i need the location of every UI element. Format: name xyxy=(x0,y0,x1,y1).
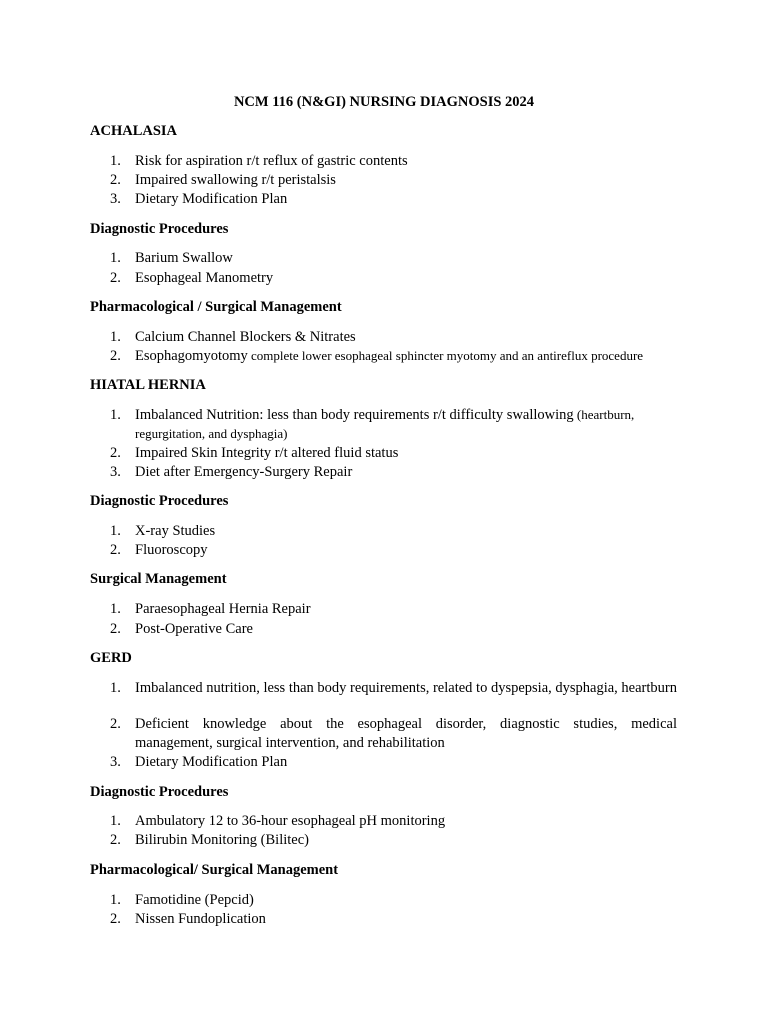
list-item-text: Impaired Skin Integrity r/t altered fluid status xyxy=(135,445,399,461)
list-item xyxy=(110,347,690,366)
list-item-text: Bilirubin Monitoring (Bilitec) xyxy=(135,832,309,848)
list-number: 2. xyxy=(110,172,121,188)
list-item xyxy=(110,600,677,619)
list-item-text: Nissen Fundoplication xyxy=(135,911,266,927)
section-heading: Surgical Management xyxy=(90,571,227,587)
list-item-text: Dietary Modification Plan xyxy=(135,191,288,207)
list-item-text: Barium Swallow xyxy=(135,250,233,266)
list-item xyxy=(110,831,677,850)
list-number: 1. xyxy=(110,407,121,423)
list-item xyxy=(110,812,677,831)
list-number: 3. xyxy=(110,191,121,207)
list-item xyxy=(110,715,677,752)
list-item-text xyxy=(135,347,690,366)
document-title: NCM 116 (N&GI) NURSING DIAGNOSIS 2024 xyxy=(233,94,535,110)
list-number: 1. xyxy=(110,250,121,266)
list-item-main-text: Imbalanced Nutrition: less than body requirements r/t difficulty swallowing xyxy=(135,407,574,423)
list-number: 2. xyxy=(110,445,121,461)
list-item-detail-text: (heartburn, regurgitation, and dysphagia) xyxy=(135,407,635,441)
list-number: 2. xyxy=(110,348,121,364)
list-number: 1. xyxy=(110,680,121,696)
list-item-text: Fluoroscopy xyxy=(135,542,208,558)
list-number: 2. xyxy=(110,542,121,558)
list-item-text: Diet after Emergency-Surgery Repair xyxy=(135,464,353,480)
list-item-main-text: Esophagomyotomy xyxy=(135,348,248,364)
list-item-text: Risk for aspiration r/t reflux of gastric contents xyxy=(135,153,408,169)
list-item xyxy=(110,171,677,190)
list-item xyxy=(110,269,677,288)
list-number: 2. xyxy=(110,270,121,286)
list-number: 2. xyxy=(110,716,121,732)
list-item xyxy=(110,522,677,541)
list-item-text: Paraesophageal Hernia Repair xyxy=(135,601,311,617)
list-number: 3. xyxy=(110,464,121,480)
list-item xyxy=(110,190,677,209)
list-number: 2. xyxy=(110,621,121,637)
gerd-heading: GERD xyxy=(90,650,132,666)
list-number: 2. xyxy=(110,911,121,927)
list-item-text xyxy=(135,406,677,443)
list-item-text: Famotidine (Pepcid) xyxy=(135,892,254,908)
list-item-text: Imbalanced nutrition, less than body requirements, related to dyspepsia, dysphagia, heartburn xyxy=(135,680,677,696)
list-number: 1. xyxy=(110,153,121,169)
section-heading: Diagnostic Procedures xyxy=(90,784,229,800)
list-item-text: Dietary Modification Plan xyxy=(135,754,288,770)
achalasia-heading: ACHALASIA xyxy=(90,123,178,139)
list-number: 1. xyxy=(110,523,121,539)
list-item xyxy=(110,541,677,560)
list-number: 2. xyxy=(110,832,121,848)
list-item xyxy=(110,152,677,171)
list-item xyxy=(110,679,677,698)
list-item xyxy=(110,910,677,929)
section-heading: Diagnostic Procedures xyxy=(90,493,229,509)
list-item xyxy=(110,406,677,443)
list-item xyxy=(110,249,677,268)
list-item-text: Impaired swallowing r/t peristalsis xyxy=(135,172,336,188)
list-item xyxy=(110,891,677,910)
list-item xyxy=(110,463,677,482)
list-item-text: Post-Operative Care xyxy=(135,621,253,637)
list-item xyxy=(110,753,677,772)
list-item-text: X-ray Studies xyxy=(135,523,216,539)
list-item-text: Ambulatory 12 to 36-hour esophageal pH monitoring xyxy=(135,813,446,829)
list-number: 3. xyxy=(110,754,121,770)
list-item-text: Esophageal Manometry xyxy=(135,270,274,286)
section-heading: Diagnostic Procedures xyxy=(90,221,229,237)
list-item-text: Calcium Channel Blockers & Nitrates xyxy=(135,329,356,345)
list-item-text: Deficient knowledge about the esophageal disorder, diagnostic studies, medical management, surgical intervention, and rehabilitation xyxy=(135,716,677,751)
list-item-detail-text: complete lower esophageal sphincter myotomy and an antireflux procedure xyxy=(247,348,644,363)
hiatal-hernia-heading: HIATAL HERNIA xyxy=(90,377,206,393)
list-item xyxy=(110,444,677,463)
list-item xyxy=(110,620,677,639)
section-heading: Pharmacological/ Surgical Management xyxy=(90,862,339,878)
list-number: 1. xyxy=(110,813,121,829)
list-number: 1. xyxy=(110,601,121,617)
section-heading: Pharmacological / Surgical Management xyxy=(90,299,342,315)
list-number: 1. xyxy=(110,892,121,908)
list-item xyxy=(110,328,677,347)
list-number: 1. xyxy=(110,329,121,345)
